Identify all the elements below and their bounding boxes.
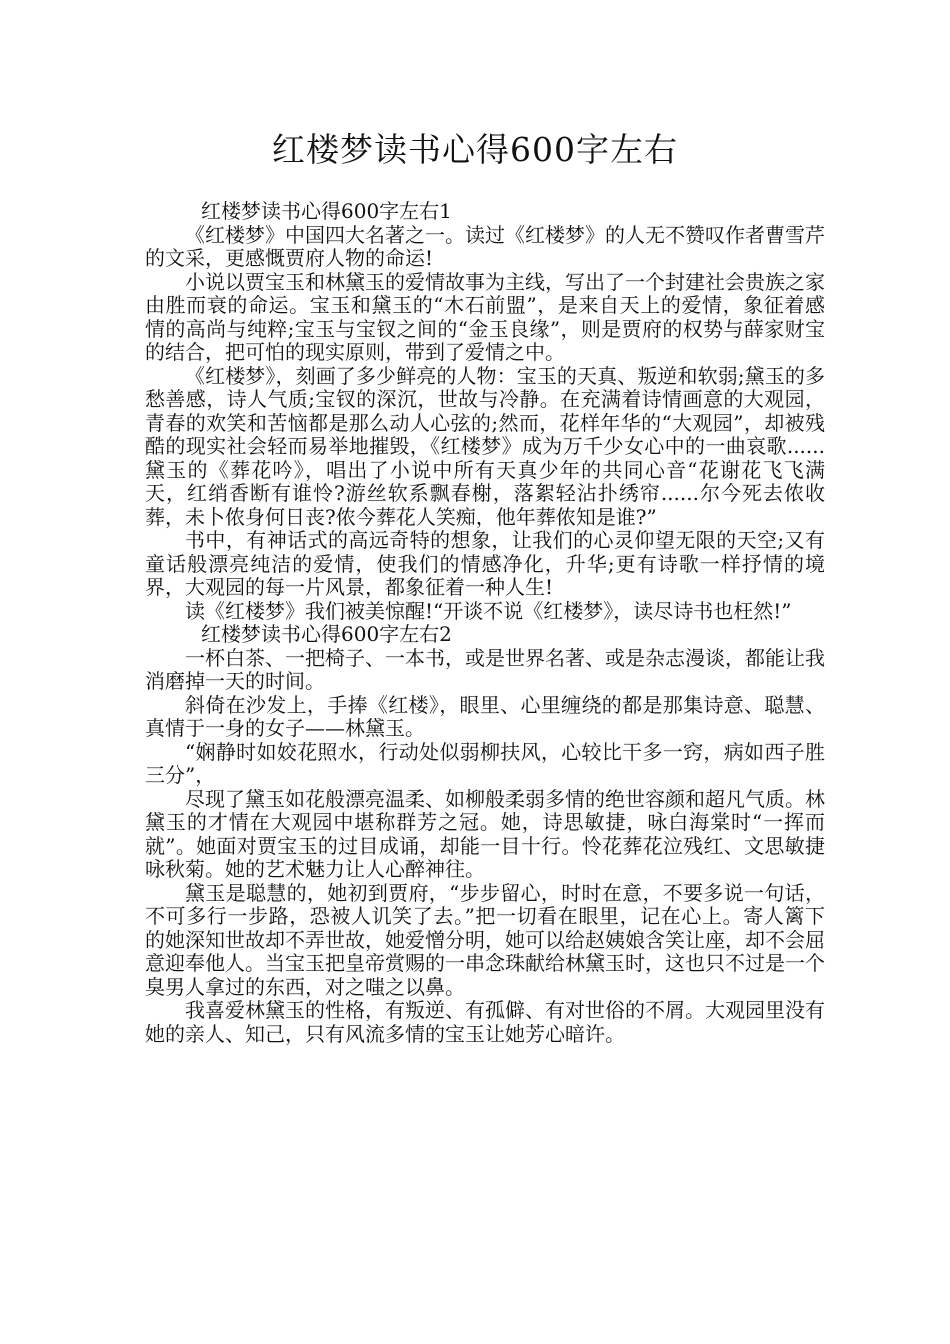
section-heading-1: 红楼梦读书心得600字左右1 — [201, 199, 452, 223]
paragraph: 《红楼梦》，刻画了多少鲜亮的人物：宝玉的天真、叛逆和软弱;黛玉的多愁善感，诗人气质;宝钗的深沉，世故与冷静。在充满着诗情画意的大观园，青春的欢笑和苦恼都是那么动人心弦的;然而，花样年华的“大观园”，却被残酷的现实社会轻而易举地摧毁，《红楼梦》成为万千少女心中的一曲哀歌......黛玉的《葬花吟》，唱出了小说中所有天真少年的共同心音“花谢花飞飞满天，红绡香断有谁怜?游丝软系飘春榭，落絮轻沾扑绣帘......尔今死去侬收葬，未卜侬身何日丧?侬今葬花人笑痴，他年葬侬知是谁?” — [145, 363, 825, 529]
document-body — [145, 200, 825, 1046]
paragraph: “娴静时如姣花照水，行动处似弱柳扶风，心较比干多一窍，病如西子胜三分”， — [145, 739, 825, 787]
page-title: 红楼梦读书心得600字左右 — [272, 130, 678, 169]
paragraph: 斜倚在沙发上，手捧《红楼》，眼里、心里缠绕的都是那集诗意、聪慧、真情于一身的女子——林黛玉。 — [145, 692, 825, 740]
paragraph: 一杯白茶、一把椅子、一本书，或是世界名著、或是杂志漫谈，都能让我消磨掉一天的时间。 — [145, 645, 825, 693]
paragraph: 尽现了黛玉如花般漂亮温柔、如柳般柔弱多情的绝世容颜和超凡气质。林黛玉的才情在大观园中堪称群芳之冠。她，诗思敏捷，咏白海棠时“一挥而就”。她面对贾宝玉的过目成诵，却能一目十行。怜花葬花泣残红、文思敏捷咏秋菊。她的艺术魅力让人心醉神往。 — [145, 786, 825, 881]
paragraph: 黛玉是聪慧的，她初到贾府，“步步留心，时时在意，不要多说一句话，不可多行一步路，恐被人讥笑了去。”把一切看在眼里，记在心上。寄人篱下的她深知世故却不弄世故，她爱憎分明，她可以给赵姨娘含笑让座，却不会屈意迎奉他人。当宝玉把皇帝赏赐的一串念珠献给林黛玉时，这也只不过是一个臭男人拿过的东西，对之嗤之以鼻。 — [145, 880, 825, 999]
paragraph: 小说以贾宝玉和林黛玉的爱情故事为主线，写出了一个封建社会贵族之家由胜而衰的命运。宝玉和黛玉的“木石前盟”，是来自天上的爱情，象征着感情的高尚与纯粹;宝玉与宝钗之间的“金玉良缘”，则是贾府的权势与薛家财宝的结合，把可怕的现实原则，带到了爱情之中。 — [145, 269, 825, 364]
section-heading-2: 红楼梦读书心得600字左右2 — [201, 622, 452, 646]
paragraph: 《红楼梦》中国四大名著之一。读过《红楼梦》的人无不赞叹作者曹雪芹的文采，更感慨贾府人物的命运! — [145, 222, 825, 270]
paragraph: 读《红楼梦》我们被美惊醒!“开谈不说《红楼梦》，读尽诗书也枉然!” — [185, 598, 792, 623]
paragraph: 书中，有神话式的高远奇特的想象，让我们的心灵仰望无限的天空;又有童话般漂亮纯洁的爱情，使我们的情感净化，升华;更有诗歌一样抒情的境界，大观园的每一片风景，都象征着一种人生! — [145, 528, 825, 599]
paragraph: 我喜爱林黛玉的性格，有叛逆、有孤僻、有对世俗的不屑。大观园里没有她的亲人、知己，只有风流多情的宝玉让她芳心暗许。 — [145, 998, 825, 1046]
